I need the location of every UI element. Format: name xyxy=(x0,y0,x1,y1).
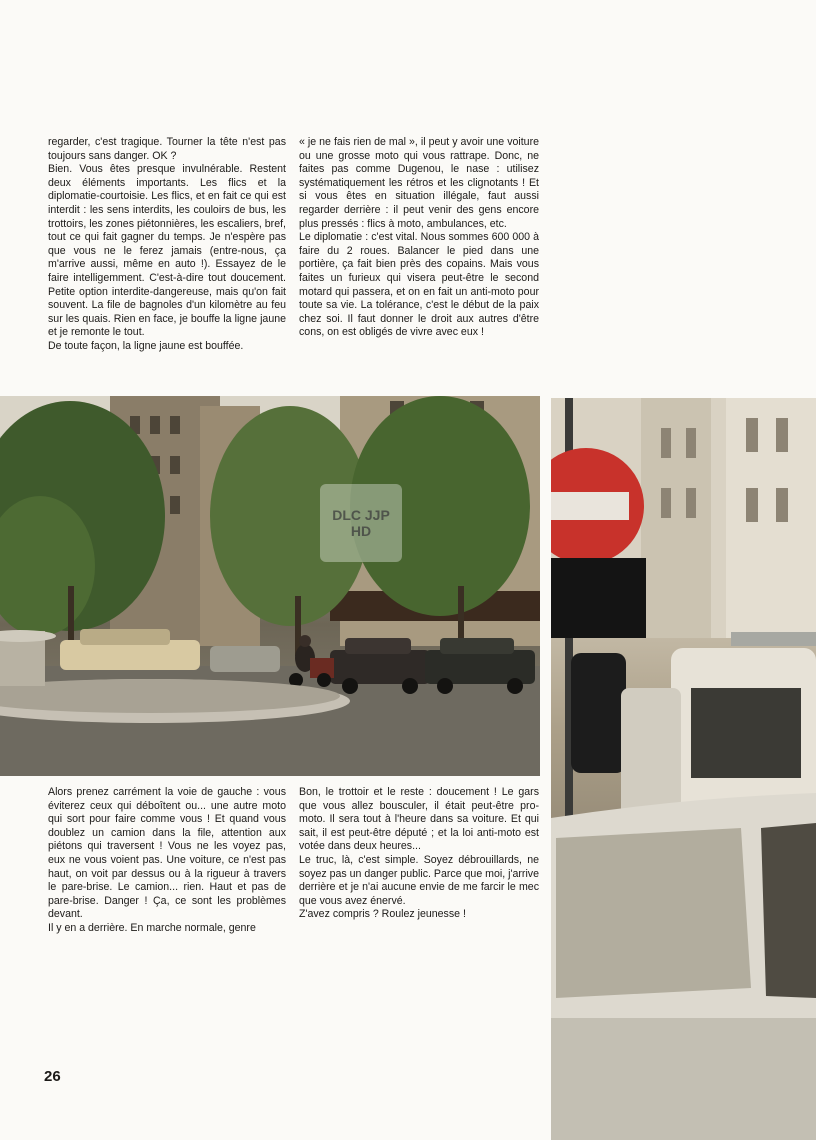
street-photo-illustration xyxy=(0,396,540,776)
paragraph: regarder, c'est tragique. Tourner la tête n'est pas toujours sans danger. OK ? xyxy=(48,136,286,162)
paragraph: Z'avez compris ? Roulez jeunesse ! xyxy=(299,908,466,921)
article-column-top-right xyxy=(299,136,539,340)
paragraph: Bon, le trottoir et le reste : doucement ! Le gars que vous allez bousculer, il était peut-être pro-moto. Il sera tout à l'heure dans sa voiture. Et qui sait, il est peut-être député ; et la loi anti-moto est votée dans deux heures... xyxy=(299,786,539,853)
watermark-logo xyxy=(320,484,402,562)
watermark-text: DLC JJP HD xyxy=(332,507,390,539)
paragraph: Le truc, là, c'est simple. Soyez débrouillards, ne soyez pas un danger public. Parce que moi, j'arrive derrière et je n'ai aucune envie de me farcir le mec que vous avez énervé. xyxy=(299,853,539,907)
paragraph: Il y en a derrière. En marche normale, genre xyxy=(48,921,256,934)
bike-photo-illustration xyxy=(551,398,816,1140)
paragraph: « je ne fais rien de mal », il peut y avoir une voiture ou une grosse moto qui vous rattrape. Donc, ne faites pas comme Dugenou, le nase : utilisez systématiquement les rétros et les clignotants ! Et si vous êtes en situation illégale, faut aussi regarder derrière : il peut venir des gens encore plus pressés : flics à moto, ambulances, etc. xyxy=(299,136,539,230)
article-column-bottom-right xyxy=(299,786,539,922)
article-column-top-left xyxy=(48,136,286,354)
paragraph: De toute façon, la ligne jaune est bouffée. xyxy=(48,339,244,352)
article-column-bottom-left xyxy=(48,786,286,936)
paragraph: Le diplomatie : c'est vital. Nous sommes 600 000 à faire du 2 roues. Balancer le pied dans une portière, ça fait bien près des copains. Mais vous faites un furieux qui visera peut-être le second motard qui passera, et on en fait un anti-moto pour toute sa vie. La tolérance, c'est le début de la paix chez soi. Il faut donner le droit aux autres d'être cons, on est obligés de vivre avec eux ! xyxy=(299,231,539,339)
paragraph: Alors prenez carrément la voie de gauche : vous éviterez ceux qui déboîtent ou... une autre moto qui sort pour faire comme vous ! Et quand vous doublez un camion dans la file, attention aux piétons qui traversent ! Vous ne les voyez pas, eux ne vous voient pas. Une voiture, ce n'est pas haut, on voit par dessus ou à la rigueur à travers le pare-brise. Le camion... rien. Haut et pas de pare-brise. Danger ! Ça, ce sont les problèmes devant. xyxy=(48,786,286,921)
paragraph: Bien. Vous êtes presque invulnérable. Restent deux éléments importants. Les flics et la diplomatie-courtoisie. Les flics, et en fait ce qui est interdit : les sens interdits, les couloirs de bus, les trottoirs, les zones piétonnières, les escaliers, bref, tout ce qui fait gagner du temps. Je n'espère pas que vous ne le ferez jamais (entre-nous, ça m'arrive aussi, même en auto !). Essayez de le faire intelligemment. C'est-à-dire tout doucement. Petite option interdite-dangereuse, mais qu'on fait souvent. La file de bagnoles d'un kilomètre au feu sur les quais. Rien en face, je bouffe la ligne jaune et je remonte le tout. xyxy=(48,163,286,339)
page-number: 26 xyxy=(44,1068,61,1085)
street-fountain-photo xyxy=(0,396,540,776)
motorbike-street-photo xyxy=(551,398,816,1140)
